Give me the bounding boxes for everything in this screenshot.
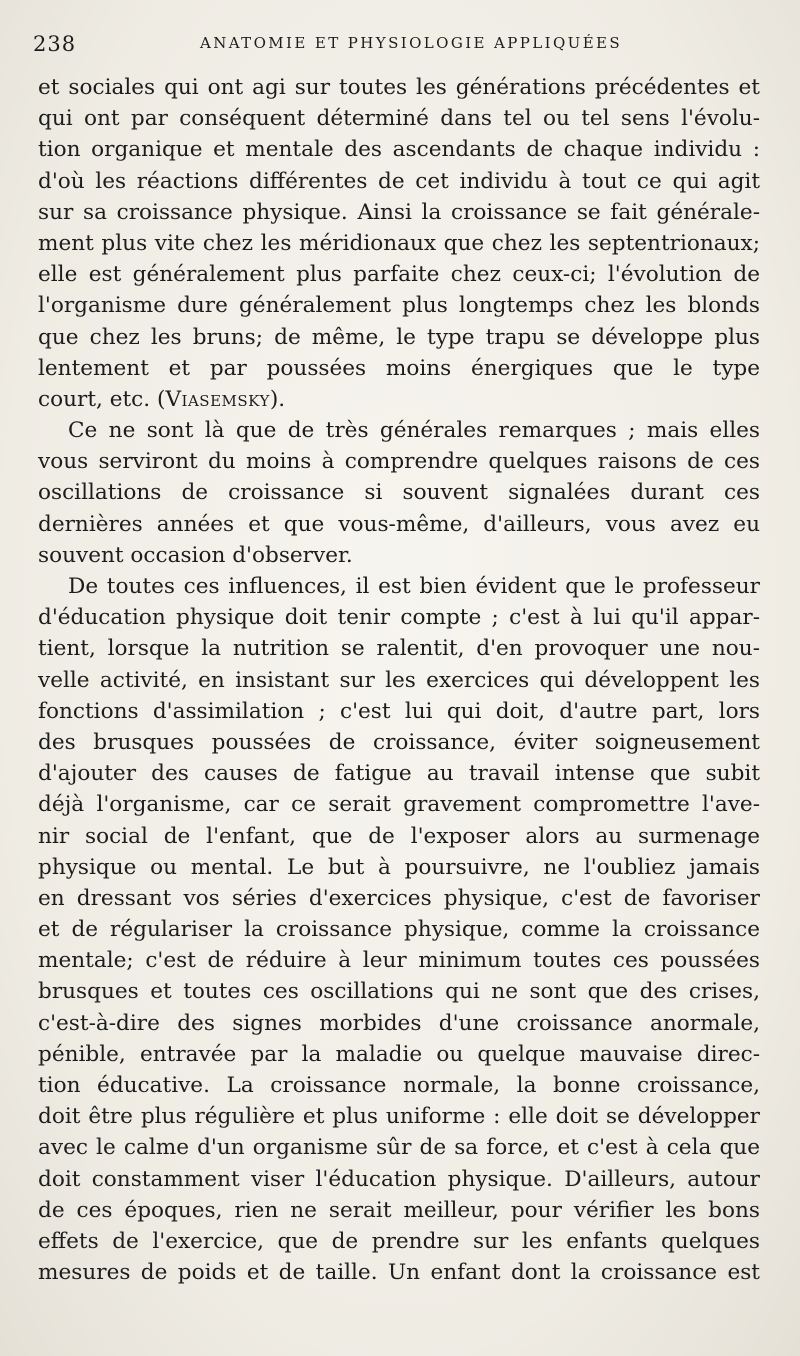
running-title: ANATOMIE ET PHYSIOLOGIE APPLIQUÉES — [200, 34, 623, 52]
text-line: l'organisme dure généralement plus longtemps chez les blonds — [38, 293, 760, 319]
text-line: avec le calme d'un organisme sûr de sa force, et c'est à cela que — [38, 1135, 760, 1161]
text-line: ment plus vite chez les méridionaux que chez les septentrionaux; — [38, 230, 760, 256]
page-number: 238 — [33, 32, 77, 56]
text-line: et sociales qui ont agi sur toutes les générations précédentes et — [38, 75, 760, 100]
text-line: fonctions d'assimilation ; c'est lui qui doit, d'autre part, lors — [38, 698, 760, 724]
text-line: déjà l'organisme, car ce serait gravement compromettre l'ave- — [38, 792, 760, 818]
text-line-citation — [38, 384, 760, 415]
paragraph-first-line: Ce ne sont là que de très générales remarques ; mais elles — [68, 418, 760, 444]
text-line: tion organique et mentale des ascendants de chaque individu : — [38, 137, 760, 163]
text-line: de ces époques, rien ne serait meilleur, pour vérifier les bons — [38, 1197, 760, 1223]
text-line: dernières années et que vous-même, d'ailleurs, vous avez eu — [38, 511, 760, 537]
text-line: effets de l'exercice, que de prendre sur les enfants quelques — [38, 1228, 760, 1254]
text-line: d'où les réactions différentes de cet individu à tout ce qui agit — [38, 168, 760, 194]
paragraph-first-line: De toutes ces influences, il est bien évident que le professeur — [68, 574, 760, 599]
citation-author: Viasemsky — [165, 386, 270, 412]
body-text — [38, 72, 760, 1288]
text-line: d'ajouter des causes de fatigue au travail intense que subit — [38, 761, 760, 787]
text-line: velle activité, en insistant sur les exercices qui développent les — [38, 667, 760, 693]
text-line: vous serviront du moins à comprendre quelques raisons de ces — [38, 449, 760, 475]
text-line: qui ont par conséquent déterminé dans tel ou tel sens l'évolu- — [38, 106, 760, 132]
running-head — [30, 28, 770, 56]
text-line: c'est-à-dire des signes morbides d'une croissance anormale, — [38, 1010, 760, 1036]
text-line: tient, lorsque la nutrition se ralentit, d'en provoquer une nou- — [38, 636, 760, 662]
text-line: mentale; c'est de réduire à leur minimum toutes ces poussées — [38, 948, 760, 974]
text-line: tion éducative. La croissance normale, la bonne croissance, — [38, 1073, 760, 1098]
text-line: lentement et par poussées moins énergiques que le type — [38, 355, 760, 381]
text-line: en dressant vos séries d'exercices physique, c'est de favoriser — [38, 885, 760, 911]
text-line: souvent occasion d'observer. — [38, 542, 353, 568]
citation-prefix: court, etc. ( — [38, 386, 166, 412]
text-line: que chez les bruns; de même, le type trapu se développe plus — [38, 324, 760, 350]
text-line: pénible, entravée par la maladie ou quelque mauvaise direc- — [38, 1041, 760, 1067]
citation-closing: ). — [269, 386, 286, 412]
text-line: oscillations de croissance si souvent signalées durant ces — [38, 480, 760, 506]
text-line: doit constamment viser l'éducation physique. D'ailleurs, autour — [38, 1166, 760, 1192]
text-line: des brusques poussées de croissance, éviter soigneusement — [38, 729, 760, 755]
text-line: physique ou mental. Le but à poursuivre, ne l'oubliez jamais — [38, 854, 760, 880]
text-line: d'éducation physique doit tenir compte ; c'est à lui qu'il appar- — [38, 605, 760, 631]
text-line: brusques et toutes ces oscillations qui ne sont que des crises, — [38, 979, 760, 1005]
text-line: mesures de poids et de taille. Un enfant dont la croissance est — [38, 1260, 760, 1286]
text-line: et de régulariser la croissance physique, comme la croissance — [38, 917, 760, 943]
text-line: sur sa croissance physique. Ainsi la croissance se fait générale- — [38, 199, 760, 225]
text-line: doit être plus régulière et plus uniforme : elle doit se développer — [38, 1104, 760, 1130]
text-line: nir social de l'enfant, que de l'exposer alors au surmenage — [38, 823, 760, 849]
text-line: elle est généralement plus parfaite chez ceux-ci; l'évolution de — [38, 262, 760, 288]
